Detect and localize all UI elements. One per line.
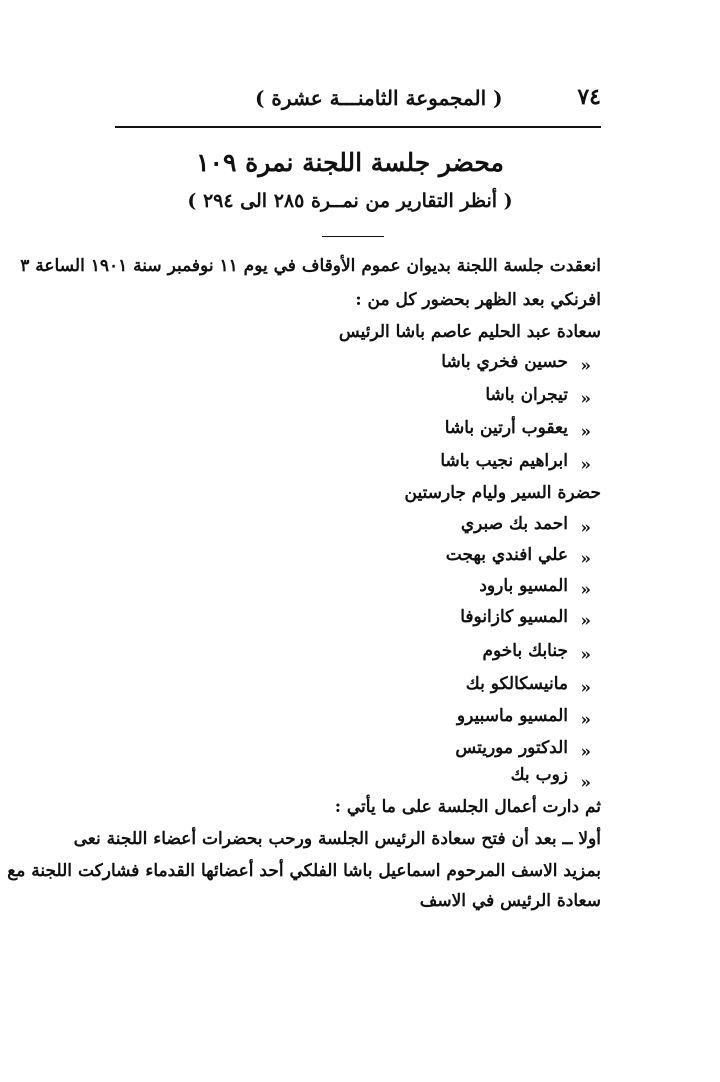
opening-line-1: انعقدت جلسة اللجنة بديوان عموم الأوقاف في يوم ١١ نوفمبر سنة ١٩٠١ الساعة ٣ <box>20 256 601 276</box>
ditto-mark: « <box>580 611 591 631</box>
attendee-name: المسيو كازانوفا <box>460 607 568 627</box>
first-item-line-3: سعادة الرئيس في الاسف <box>419 891 601 911</box>
attendee-name: احمد بك صبري <box>460 514 568 534</box>
ditto-mark: « <box>580 356 591 376</box>
ditto-mark: « <box>580 422 591 442</box>
attendee-name: علي افندي بهجت <box>445 545 568 565</box>
ditto-mark: « <box>580 710 591 730</box>
opening-line-2: افرنكي بعد الظهر بحضور كل من : <box>355 290 601 310</box>
ditto-mark: « <box>580 549 591 569</box>
header-rule <box>115 126 601 128</box>
minutes-title: محضر جلسة اللجنة نمرة ١٠٩ <box>196 148 504 177</box>
attendee-name: مانيسكالكو بك <box>465 674 568 694</box>
attendee-name: ابراهيم نجيب باشا <box>440 451 568 471</box>
ditto-mark: « <box>580 773 591 793</box>
page-number: ٧٤ <box>577 84 601 110</box>
first-item-line-2: بمزيد الاسف المرحوم اسماعيل باشا الفلكي أحد أعضائها القدماء فشاركت اللجنة مع <box>7 861 601 881</box>
attendee-name: زوب بك <box>510 765 568 785</box>
attendee-name: جنابك باخوم <box>482 641 568 661</box>
attendee-name: تيجران باشا <box>485 385 568 405</box>
attendee-name: المسيو ماسبيرو <box>456 706 568 726</box>
ditto-mark: « <box>580 580 591 600</box>
first-item-line-1: أولا ــ بعد أن فتح سعادة الرئيس الجلسة ورحب بحضرات أعضاء اللجنة نعى <box>73 829 601 849</box>
ditto-mark: « <box>580 742 591 762</box>
second-heading: حضرة السير وليام جارستين <box>404 483 601 503</box>
president-line: سعادة عبد الحليم عاصم باشا الرئيس <box>338 322 601 342</box>
running-title: ( المجموعة الثامنـــة عشرة ) <box>255 86 503 110</box>
attendee-name: يعقوب أرتين باشا <box>444 418 568 438</box>
ditto-mark: « <box>580 645 591 665</box>
attendee-name: المسيو بارود <box>479 576 568 596</box>
ditto-mark: « <box>580 389 591 409</box>
minutes-subtitle: ( أنظر التقارير من نمــرة ٢٨٥ الى ٢٩٤ ) <box>187 190 513 212</box>
proceedings-intro: ثم دارت أعمال الجلسة على ما يأتي : <box>334 797 601 817</box>
title-divider <box>322 236 384 237</box>
attendee-name: الدكتور موريتس <box>455 738 568 758</box>
ditto-mark: « <box>580 455 591 475</box>
ditto-mark: « <box>580 678 591 698</box>
page-header <box>115 84 601 120</box>
ditto-mark: « <box>580 518 591 538</box>
attendee-name: حسين فخري باشا <box>441 352 568 372</box>
